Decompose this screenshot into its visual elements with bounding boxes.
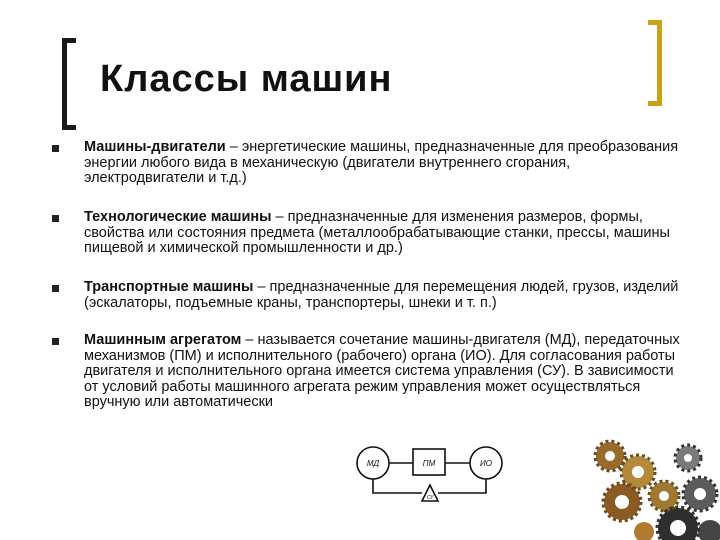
slide-title: Классы машин — [100, 58, 393, 100]
title-bracket-left — [62, 38, 76, 130]
link-md-su — [373, 479, 422, 493]
item-text: – предназначенные для изменения размеров, формы, свойства или состояния предмета (металлообрабатывающие станки, прессы, машины пищевой и химической промышленности и др.) — [84, 209, 670, 256]
item-text: – энергетические машины, предназначенные для преобразования энергии любого вида в механическую (двигатели внутреннего сгорания, электродвигатели и т.д.) — [84, 139, 679, 186]
list-item — [52, 280, 692, 311]
bullet-square-icon — [52, 215, 59, 222]
bullet-square-icon — [52, 338, 59, 345]
io-label: ИО — [480, 459, 492, 468]
list-item — [52, 140, 692, 187]
list-item — [52, 210, 692, 257]
item-term: Машинным агрегатом — [84, 332, 242, 348]
gears-illustration-icon — [592, 436, 720, 540]
title-bracket-right — [648, 20, 662, 106]
item-term: Технологические машины — [84, 209, 272, 225]
bullet-square-icon — [52, 285, 59, 292]
item-term: Машины-двигатели — [84, 139, 226, 155]
item-text: – называется сочетание машины-двигателя (МД), передаточных механизмов (ПМ) и исполнительного (рабочего) органа (ИО). Для согласования работы двигателя и исполнительного органа имеется система управления (СУ). В зависимости от условий работы машинного агрегата режим управления может осуществляться вручную или автоматически — [84, 332, 680, 410]
pm-label: ПМ — [422, 459, 436, 468]
list-item — [52, 333, 692, 411]
machine-aggregate-diagram — [355, 437, 515, 505]
bullet-square-icon — [52, 145, 59, 152]
item-text: – предназначенные для перемещения людей, грузов, изделий (эскалаторы, подъемные краны, транспортеры, шнеки и т. п.) — [84, 279, 679, 311]
item-term: Транспортные машины — [84, 279, 254, 295]
link-io-su — [438, 479, 486, 493]
md-label: МД — [366, 459, 380, 468]
su-label: СУ — [426, 495, 434, 501]
